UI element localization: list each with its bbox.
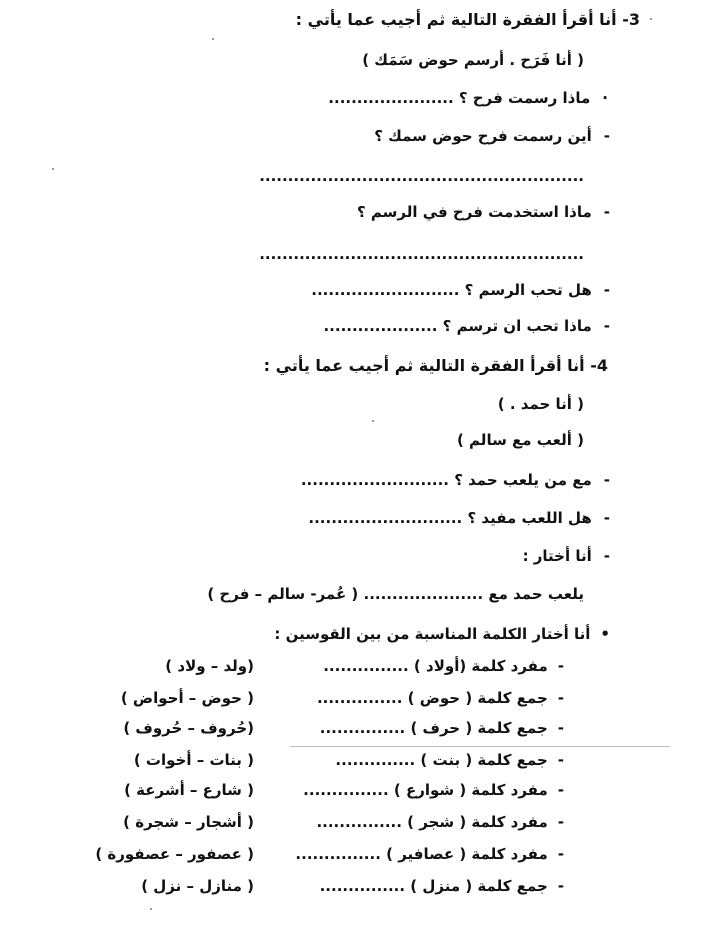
q5-row: -جمع كلمة ( بنت ) .............. [335, 751, 564, 769]
q5-row-prompt: مفرد كلمة ( شجر ) ............... [316, 813, 548, 831]
q4-item-marker: - [603, 471, 610, 489]
q3-item-marker: - [603, 203, 610, 221]
q3-item [311, 280, 610, 300]
q5-row: -جمع كلمة ( حرف ) ............... [319, 719, 564, 737]
q5-row-prompt: مفرد كلمة ( شوارع ) ............... [303, 781, 548, 799]
q4-item [308, 508, 610, 528]
scan-speck [212, 38, 214, 40]
q4-item [301, 470, 610, 490]
q5-row: -جمع كلمة ( حوض ) ............... [316, 689, 564, 707]
q5-row-options: ( منازل – نزل ) [141, 877, 254, 895]
q5-row-prompt: جمع كلمة ( بنت ) .............. [335, 751, 548, 769]
q5-row-options: ( بنات – أخوات ) [133, 751, 254, 769]
q5-row-prompt: مفرد كلمة (أولاد ) ............... [323, 657, 548, 675]
q4-passage-line: ( ألعب مع سالم ) [456, 431, 584, 449]
q5-row-options: ( شارع – أشرعة ) [124, 781, 254, 799]
q5-row-prompt: مفرد كلمة ( عصافير ) ............... [295, 845, 548, 863]
q3-item-text: أين رسمت فرح حوض سمك ؟ [374, 127, 592, 145]
q4-item-text: أنا أختار : [522, 547, 592, 565]
q3-item-text: ماذا استخدمت فرح في الرسم ؟ [356, 203, 592, 221]
q3-item-text: ماذا رسمت فرح ؟ ...................... [328, 89, 591, 107]
q3-item-marker: - [603, 127, 610, 145]
q5-row-prompt: جمع كلمة ( منزل ) ............... [319, 877, 548, 895]
q3-item-text: هل تحب الرسم ؟ .......................... [311, 281, 592, 299]
q4-heading: 4- أنا أقرأ الفقرة التالية ثم أجيب عما يأتي : [263, 356, 608, 375]
scan-line [290, 746, 670, 747]
q5-heading [274, 624, 610, 644]
q3-item [357, 202, 610, 222]
q5-row: -جمع كلمة ( منزل ) ............... [319, 877, 564, 895]
q4-choose-sentence: يلعب حمد مع ..................... ( عُمر- سالم – فرح ) [207, 585, 584, 603]
q5-heading-text: أنا أختار الكلمة المناسبة من بين القوسين : [274, 625, 591, 643]
q3-heading: 3- أنا أقرأ الفقرة التالية ثم أجيب عما يأتي : [295, 10, 640, 29]
q5-row: -مفرد كلمة (أولاد ) ............... [323, 657, 564, 675]
q3-item-text: ماذا تحب ان ترسم ؟ .................... [323, 317, 592, 335]
scan-speck [650, 18, 652, 20]
q4-passage-line: ( أنا حمد . ) [497, 395, 584, 413]
q5-row-options: (حُروف – حُروف ) [123, 719, 254, 737]
q3-item-marker: · [602, 89, 608, 107]
q3-item-marker: - [603, 281, 610, 299]
q5-row-prompt: جمع كلمة ( حرف ) ............... [319, 719, 548, 737]
q3-answer-line: ......................................................... [259, 245, 584, 263]
q5-row-options: ( أشجار – شجرة ) [123, 813, 254, 831]
q3-answer-line: ......................................................... [259, 167, 584, 185]
q4-item-marker: - [603, 509, 610, 527]
q4-item-marker: - [603, 547, 610, 565]
q4-item-text: هل اللعب مفيد ؟ ........................... [308, 509, 592, 527]
q5-row-options: ( عصفور – عصفورة ) [95, 845, 254, 863]
q5-row: -مفرد كلمة ( شوارع ) ............... [303, 781, 564, 799]
scan-speck [52, 168, 54, 170]
q3-item-marker: - [603, 317, 610, 335]
scan-speck [150, 908, 152, 910]
bullet-icon: • [600, 625, 610, 643]
scan-speck [372, 420, 374, 422]
q5-row: -مفرد كلمة ( شجر ) ............... [316, 813, 564, 831]
q5-row-options: ( حوض – أحواض ) [120, 689, 254, 707]
q3-item [328, 88, 608, 108]
q4-item-text: مع من يلعب حمد ؟ .......................... [300, 471, 592, 489]
q5-row-prompt: جمع كلمة ( حوض ) ............... [316, 689, 548, 707]
q3-item [374, 126, 610, 146]
q4-item [523, 546, 610, 566]
q3-passage: ( أنا فَرَح . أرسم حوض سَمَك ) [362, 51, 584, 69]
q3-item [323, 316, 610, 336]
q5-row: -مفرد كلمة ( عصافير ) ............... [295, 845, 564, 863]
q5-row-options: (ولد – ولاد ) [165, 657, 254, 675]
